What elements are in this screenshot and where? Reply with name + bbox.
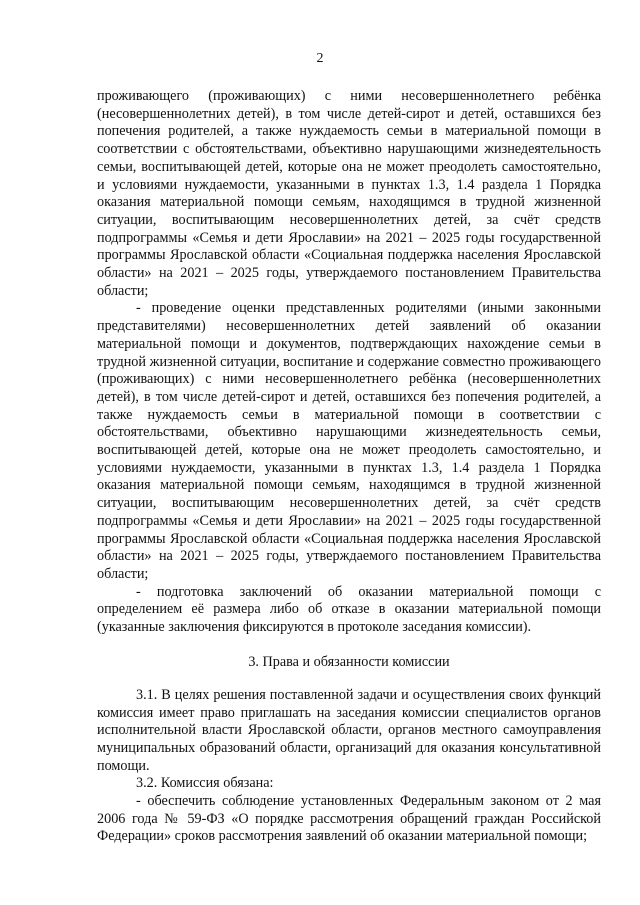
paragraph-3-2-item: - обеспечить соблюдение установленных Федеральным законом от 2 мая 2006 года № 59-ФЗ «О порядке рассмотрения обращений граждан Российской Федерации» сроков рассмотрения заявлений об оказании материальной помощи; — [97, 793, 601, 845]
paragraph-3-1: 3.1. В целях решения поставленной задачи и осуществления своих функций комиссия имеет право приглашать на заседания комиссии специалистов органов исполнительной власти Ярославской области, органов местного самоуправления муниципальных образований области, организаций для оказания консультативной помощи. — [97, 686, 601, 774]
document-body — [97, 88, 601, 846]
page-number: 2 — [316, 51, 324, 66]
paragraph-3-2: 3.2. Комиссия обязана: — [136, 775, 274, 792]
section-heading: 3. Права и обязанности комиссии — [248, 653, 450, 670]
paragraph-conclusions: - подготовка заключений об оказании материальной помощи с определением её размера либо об отказе в оказании материальной помощи (указанные заключения фиксируются в протоколе заседания комиссии). — [97, 583, 601, 636]
paragraph-assessment: - проведение оценки представленных родителями (иными законными представителями) несовершеннолетних детей заявлений об оказании материальной помощи и документов, подтверждающих нахождение семьи в трудной жизненной ситуации, воспитание и содержание совместно проживающего (проживающих) с ними несовершеннолетнего ребёнка (несовершеннолетних детей), в том числе детей-сирот и детей, оставшихся без попечения родителей, а также нуждаемость семьи в материальной помощи в соответствии с обстоятельствами, объективно нарушающими жизнедеятельность семьи, воспитывающей детей, которые она не может преодолеть самостоятельно, и условиями нуждаемости, указанными в пунктах 1.3, 1.4 раздела 1 Порядка оказания материальной помощи семьям, находящимся в трудной жизненной ситуации, воспитывающим несовершеннолетних детей, за счёт средств подпрограммы «Семья и дети Ярославии» на 2021 – 2025 годы государственной программы Ярославской области «Социальная поддержка населения Ярославской области» на 2021 – 2025 годы, утверждаемого постановлением Правительства области; — [97, 300, 601, 582]
paragraph-continuation: проживающего (проживающих) с ними несовершеннолетнего ребёнка (несовершеннолетних детей), в том числе детей-сирот и детей, оставшихся без попечения родителей, а также нуждаемость семьи в материальной помощи в соответствии с обстоятельствами, объективно нарушающими жизнедеятельность семьи, воспитывающей детей, которые она не может преодолеть самостоятельно, и условиями нуждаемости, указанными в пунктах 1.3, 1.4 раздела 1 Порядка оказания материальной помощи семьям, находящимся в трудной жизненной ситуации, воспитывающим несовершеннолетних детей, за счёт средств подпрограммы «Семья и дети Ярославии» на 2021 – 2025 годы государственной программы Ярославской области «Социальная поддержка населения Ярославской области» на 2021 – 2025 годы, утверждаемого постановлением Правительства области; — [97, 88, 601, 299]
